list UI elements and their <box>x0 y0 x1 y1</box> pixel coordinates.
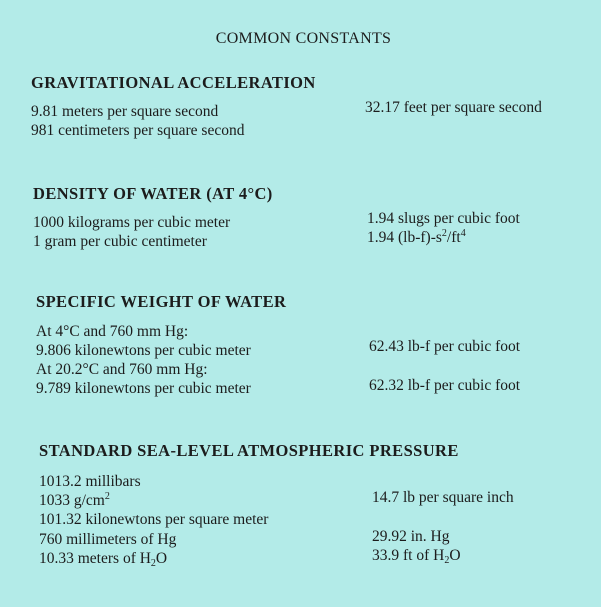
heading-atmospheric-pressure: STANDARD SEA-LEVEL ATMOSPHERIC PRESSURE <box>39 441 459 460</box>
pressure-value-millibars: 1013.2 millibars <box>39 473 141 490</box>
density-value-si: 1000 kilograms per cubic meter <box>33 214 231 231</box>
gravity-value-imperial: 32.17 feet per square second <box>365 99 542 116</box>
weight-value-20c-imperial: 62.32 lb-f per cubic foot <box>369 377 521 394</box>
heading-specific-weight-of-water: SPECIFIC WEIGHT OF WATER <box>36 292 287 311</box>
density-value-slugs: 1.94 slugs per cubic foot <box>367 210 520 227</box>
pressure-value-gcm2: 1033 $g/cm^2$ <box>39 491 110 509</box>
heading-gravitational-acceleration: GRAVITATIONAL ACCELERATION <box>31 73 316 92</box>
pressure-value-kilonewtons: 101.32 kilonewtons per square meter <box>39 511 269 528</box>
density-value-cgs: 1 gram per cubic centimeter <box>33 233 207 250</box>
gravity-value-si: 9.81 meters per square second <box>31 103 219 120</box>
gravity-value-cgs: 981 centimeters per square second <box>31 122 245 139</box>
pressure-value-psi: 14.7 lb per square inch <box>372 489 514 506</box>
pressure-value-inhg: 29.92 in. Hg <box>372 528 450 545</box>
pressure-value-ft-h2o: 33.9 ft of $H_2O$ <box>372 547 461 566</box>
weight-value-20c-si: 9.789 kilonewtons per cubic meter <box>36 380 251 397</box>
weight-value-4c-si: 9.806 kilonewtons per cubic meter <box>36 342 251 359</box>
density-value-lbf: 1.94 $(lb-f)-s^2/ft^4$ <box>367 228 466 246</box>
pressure-value-mmhg: 760 millimeters of Hg <box>39 531 177 548</box>
weight-value-4c-imperial: 62.43 lb-f per cubic foot <box>369 338 521 355</box>
heading-density-of-water: DENSITY OF WATER (AT 4°C) <box>33 184 273 203</box>
weight-condition-4c: At 4°C and 760 mm Hg: <box>36 323 189 340</box>
weight-condition-20c: At 20.2°C and 760 mm Hg: <box>36 361 208 378</box>
page-title: COMMON CONSTANTS <box>215 30 392 47</box>
pressure-value-meters-h2o: 10.33 meters of $H_2O$ <box>39 550 168 569</box>
